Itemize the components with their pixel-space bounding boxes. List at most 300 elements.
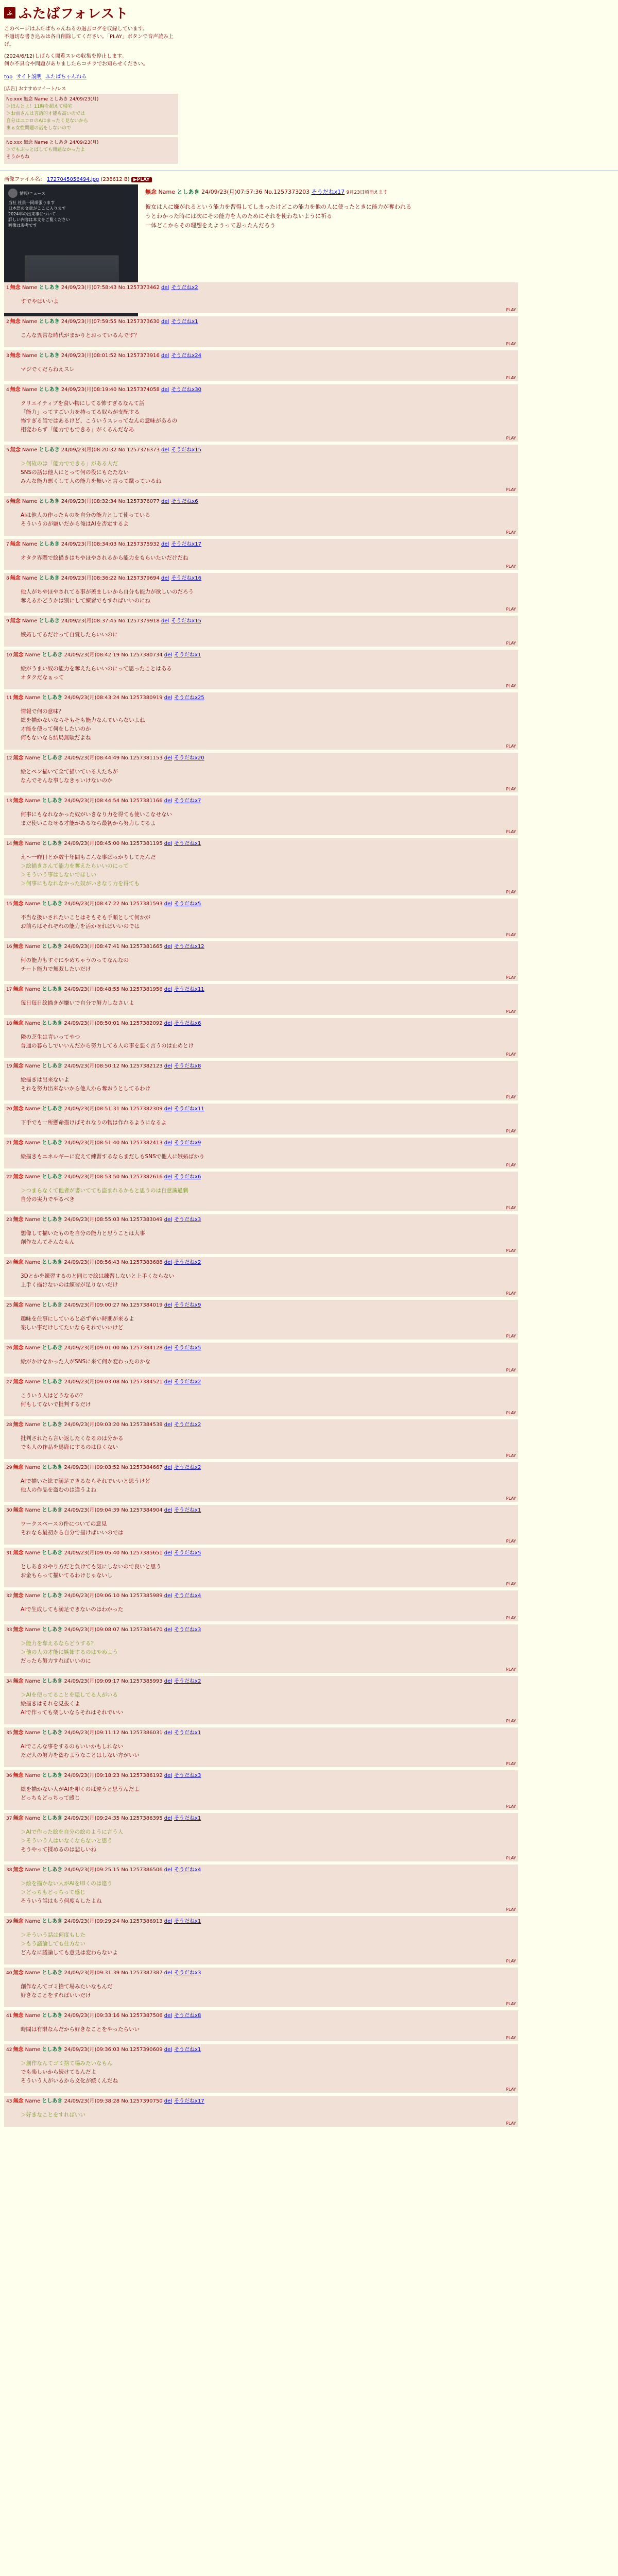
reply-play-button[interactable]: PLAY <box>506 1248 516 1253</box>
reply-meta: 34 無念 Name としあき 24/09/23(月)09:09:17 No.1257385993 del そうだねx2 <box>6 1679 201 1684</box>
reply-name: としあき <box>42 901 63 907</box>
sodane-button[interactable]: そうだねx1 <box>174 652 201 658</box>
sodane-button[interactable]: そうだねx6 <box>174 1021 201 1026</box>
reply-number[interactable]: No.1257382413 <box>121 1140 163 1146</box>
delete-link[interactable]: del <box>164 1627 173 1633</box>
reply-datetime: 24/09/23(月)09:09:17 <box>64 1679 120 1684</box>
reply-body <box>6 1113 516 1134</box>
reply-number[interactable]: No.1257385993 <box>121 1679 163 1684</box>
reply-number[interactable]: No.1257382616 <box>121 1174 163 1180</box>
reply-subject: 無念 <box>13 652 24 658</box>
reply-play-button[interactable]: PLAY <box>506 1667 516 1672</box>
pinned-post-header: No.xxx 無念 Name としあき 24/09/23(月) <box>6 97 99 102</box>
reply-datetime: 24/09/23(月)09:05:40 <box>64 1550 120 1556</box>
sodane-button[interactable]: そうだねx1 <box>174 1919 201 1924</box>
reply-number[interactable]: No.1257382309 <box>121 1106 163 1112</box>
reply-play-button[interactable]: PLAY <box>506 342 516 346</box>
reply-line: 創作なんてそんなもん <box>21 1239 75 1245</box>
reply-line: ＞何事にもなれなかった奴がいきなり力を得ても <box>21 880 140 887</box>
reply-datetime: 24/09/23(月)09:24:35 <box>64 1816 120 1821</box>
reply-play-button[interactable]: PLAY <box>506 1761 516 1766</box>
reply-play-button[interactable]: PLAY <box>506 641 516 646</box>
sodane-button[interactable]: そうだねx3 <box>174 1773 201 1778</box>
thumbnail-text: 画像は参考です <box>8 223 37 228</box>
reply-subject: 無念 <box>13 944 24 950</box>
reply-number[interactable]: No.1257387506 <box>121 2013 163 2019</box>
reply-play-button[interactable]: PLAY <box>506 684 516 688</box>
reply-subject: 無念 <box>13 1021 24 1026</box>
delete-link[interactable]: del <box>161 499 169 504</box>
reply-datetime: 24/09/23(月)07:58:43 <box>61 285 117 291</box>
reply-line: 上手く描けないのは練習が足りないだけ <box>21 1282 118 1288</box>
delete-link[interactable]: del <box>164 1140 173 1146</box>
reply-number[interactable]: No.1257379918 <box>118 618 160 624</box>
reply-play-button[interactable]: PLAY <box>506 1129 516 1133</box>
link-about[interactable]: サイト説明 <box>16 74 42 80</box>
reply-datetime: 24/09/23(月)09:38:28 <box>64 2098 120 2104</box>
reply-subject: 無念 <box>13 1465 24 1470</box>
reply-play-button[interactable]: PLAY <box>506 1095 516 1099</box>
reply-line: SNSの話は他人にとって何の役にもたたない <box>21 469 129 476</box>
reply-number[interactable]: No.1257382123 <box>121 1063 163 1069</box>
reply-number[interactable]: No.1257373630 <box>118 319 160 325</box>
reply-number[interactable]: No.1257380919 <box>121 695 163 701</box>
site-title[interactable]: ふたばフォレスト <box>19 6 129 22</box>
delete-link[interactable]: del <box>164 1174 173 1180</box>
sodane-button[interactable]: そうだねx2 <box>174 1465 201 1470</box>
sodane-button[interactable]: そうだねx17 <box>171 541 201 547</box>
reply-datetime: 24/09/23(月)08:44:54 <box>64 798 120 804</box>
sodane-button[interactable]: そうだねx15 <box>171 447 201 453</box>
reply-datetime: 24/09/23(月)08:50:12 <box>64 1063 120 1069</box>
sodane-button[interactable]: そうだねx2 <box>174 1679 201 1684</box>
reply-index: 38 <box>6 1868 12 1873</box>
reply-datetime: 24/09/23(月)09:04:39 <box>64 1507 120 1513</box>
delete-link[interactable]: del <box>164 1021 173 1026</box>
delete-link[interactable]: del <box>161 353 169 359</box>
reply-line: ＞何故のは「能力でできる」がある人だ <box>21 461 118 467</box>
reply-index: 3 <box>6 353 9 359</box>
reply-number[interactable]: No.1257381153 <box>121 755 163 761</box>
sodane-button[interactable]: そうだねx9 <box>174 1302 201 1308</box>
reply-meta: 17 無念 Name としあき 24/09/23(月)08:48:55 No.1257381956 del そうだねx11 <box>6 987 204 992</box>
reply-number[interactable]: No.1257385989 <box>121 1593 163 1599</box>
reply-subject: 無念 <box>13 1773 24 1778</box>
reply-name: としあき <box>39 618 60 624</box>
reply-line: 自分の実力でやるべき <box>21 1196 75 1202</box>
reply-play-button[interactable]: PLAY <box>506 487 516 492</box>
sodane-button[interactable]: そうだねx20 <box>174 755 204 761</box>
reply-datetime: 24/09/23(月)08:37:45 <box>61 618 117 624</box>
sodane-button[interactable]: そうだねx6 <box>171 499 198 504</box>
reply-post <box>4 616 518 647</box>
reply-number[interactable]: No.1257385651 <box>121 1550 163 1556</box>
reply-index: 23 <box>6 1217 12 1223</box>
pinned-label: [広告] おすすめツイート/レス <box>4 87 66 92</box>
sodane-button[interactable]: そうだねx9 <box>174 1140 201 1146</box>
reply-line: 想像して描いたものを自分の能力と思うことは大事 <box>21 1230 145 1236</box>
play-button[interactable]: ▶PLAY <box>131 177 152 182</box>
reply-number[interactable]: No.1257382092 <box>121 1021 163 1026</box>
delete-link[interactable]: del <box>164 1217 173 1223</box>
pinned-post-line: そうかもね <box>6 155 30 160</box>
reply-number[interactable]: No.1257373916 <box>118 353 160 359</box>
reply-play-button[interactable]: PLAY <box>506 829 516 834</box>
reply-name: としあき <box>39 575 60 581</box>
sodane-button[interactable]: そうだねx11 <box>174 1106 204 1112</box>
reply-play-button[interactable]: PLAY <box>506 2002 516 2006</box>
sodane-button[interactable]: そうだねx4 <box>174 1867 201 1873</box>
delete-link[interactable]: del <box>164 1550 173 1556</box>
reply-line: ＞そういう話は何度もした <box>21 1932 85 1938</box>
reply-index: 19 <box>6 1064 12 1069</box>
reply-line: 趣味を仕事にしていると必ず辛い時期が来るよ <box>21 1316 134 1322</box>
reply-number[interactable]: No.1257380734 <box>121 652 163 658</box>
reply-index: 41 <box>6 2013 12 2019</box>
reply-play-button[interactable]: PLAY <box>506 1804 516 1809</box>
reply-body <box>6 1386 516 1416</box>
reply-number[interactable]: No.1257381956 <box>121 987 163 992</box>
reply-datetime: 24/09/23(月)09:03:08 <box>64 1379 120 1385</box>
sodane-button[interactable]: そうだねx3 <box>174 1627 201 1633</box>
delete-link[interactable]: del <box>164 695 173 701</box>
sodane-button[interactable]: そうだねx12 <box>174 944 204 950</box>
reply-line: 才能を使って何をしたいのか <box>21 726 91 732</box>
sodane-button[interactable]: そうだねx1 <box>174 1816 201 1821</box>
reply-post <box>4 984 518 1015</box>
reply-name: としあき <box>42 1021 63 1026</box>
op-number[interactable]: No.1257373203 <box>264 189 310 195</box>
sodane-button[interactable]: そうだねx5 <box>174 1550 201 1556</box>
reply-play-button[interactable]: PLAY <box>506 1453 516 1458</box>
delete-link[interactable]: del <box>164 1422 173 1428</box>
reply-meta: 36 無念 Name としあき 24/09/23(月)09:18:23 No.1257386192 del そうだねx3 <box>6 1773 201 1778</box>
reply-line: 何の能力もすぐにやめちゃうのってなんなの <box>21 957 129 963</box>
reply-play-button[interactable]: PLAY <box>506 933 516 937</box>
reply-play-button[interactable]: PLAY <box>506 436 516 440</box>
reply-number[interactable]: No.1257386192 <box>121 1773 163 1778</box>
op-file-link[interactable]: 1727045056494.jpg <box>47 177 99 182</box>
sodane-button[interactable]: そうだねx1 <box>174 2047 201 2053</box>
reply-name: としあき <box>39 541 60 547</box>
delete-link[interactable]: del <box>164 1679 173 1684</box>
reply-line: 奪えるかどうかは別にして練習でもすればいいのにね <box>21 598 150 604</box>
reply-body <box>6 1557 516 1587</box>
delete-link[interactable]: del <box>164 755 173 761</box>
reply-play-button[interactable]: PLAY <box>506 1411 516 1415</box>
reply-play-button[interactable]: PLAY <box>506 1009 516 1014</box>
delete-link[interactable]: del <box>164 2013 173 2019</box>
reply-line: チート能力で無双したいだけ <box>21 966 91 972</box>
reply-number[interactable]: No.1257384521 <box>121 1379 163 1385</box>
reply-play-button[interactable]: PLAY <box>506 376 516 380</box>
reply-number[interactable]: No.1257383049 <box>121 1217 163 1223</box>
reply-index: 2 <box>6 319 9 325</box>
reply-number[interactable]: No.1257376373 <box>118 447 160 453</box>
reply-number[interactable]: No.1257376077 <box>118 499 160 504</box>
sodane-button[interactable]: そうだねx3 <box>174 1217 201 1223</box>
reply-post <box>4 692 518 750</box>
reply-play-button[interactable]: PLAY <box>506 1163 516 1167</box>
reply-post <box>4 384 518 442</box>
delete-link[interactable]: del <box>164 987 173 992</box>
reply-play-button[interactable]: PLAY <box>506 787 516 791</box>
reply-line: 怖すぎる話ではあるけど、こういうスレってなんの意味があるの <box>21 418 178 424</box>
sodane-button[interactable]: そうだねx8 <box>174 1063 201 1069</box>
reply-number[interactable]: No.1257390750 <box>121 2098 163 2104</box>
sodane-button[interactable]: そうだねx2 <box>174 1260 201 1265</box>
delete-link[interactable]: del <box>164 1379 173 1385</box>
reply-play-button[interactable]: PLAY <box>506 890 516 894</box>
reply-play-button[interactable]: PLAY <box>506 1616 516 1620</box>
reply-subject: 無念 <box>13 2098 24 2104</box>
pinned-post-line: ＞でもぶっとばしても問題なかったよ <box>6 147 85 152</box>
sodane-button[interactable]: そうだねx2 <box>174 1379 201 1385</box>
sodane-button[interactable]: そうだねx25 <box>174 695 204 701</box>
reply-line: こういう人はどうなるの？ <box>21 1393 85 1399</box>
sodane-button[interactable]: そうだねx5 <box>174 901 201 907</box>
reply-subject: 無念 <box>10 575 21 581</box>
sodane-button[interactable]: そうだねx1 <box>174 1507 201 1513</box>
reply-name: としあき <box>42 2098 63 2104</box>
reply-meta: 30 無念 Name としあき 24/09/23(月)09:04:39 No.1257384904 del そうだねx1 <box>6 1507 201 1513</box>
op-name: としあき <box>177 189 200 195</box>
delete-link[interactable]: del <box>164 652 173 658</box>
reply-number[interactable]: No.1257384667 <box>121 1465 163 1470</box>
reply-line: すでやはいいよ <box>21 298 59 304</box>
delete-link[interactable]: del <box>164 1919 173 1924</box>
reply-number[interactable]: No.1257390609 <box>121 2047 163 2053</box>
delete-link[interactable]: del <box>161 575 169 581</box>
delete-link[interactable]: del <box>164 1106 173 1112</box>
delete-link[interactable]: del <box>161 618 169 624</box>
delete-link[interactable]: del <box>164 1867 173 1873</box>
sodane-button[interactable]: そうだねx16 <box>171 575 201 581</box>
sodane-button[interactable]: そうだねx2 <box>174 1422 201 1428</box>
reply-play-button[interactable]: PLAY <box>506 530 516 535</box>
reply-meta: 42 無念 Name としあき 24/09/23(月)09:36:03 No.1257390609 del そうだねx1 <box>6 2047 201 2053</box>
reply-play-button[interactable]: PLAY <box>506 1206 516 1210</box>
reply-name: としあき <box>42 1345 63 1351</box>
reply-post <box>4 1419 518 1459</box>
reply-play-button[interactable]: PLAY <box>506 2087 516 2092</box>
reply-line: 相変わらず「能力でもできる」がくるんだなあ <box>21 427 134 433</box>
reply-play-button[interactable]: PLAY <box>506 1496 516 1501</box>
reply-post <box>4 795 518 835</box>
reply-post <box>4 1300 518 1340</box>
delete-link[interactable]: del <box>164 901 173 907</box>
reply-name: としあき <box>42 841 63 846</box>
delete-link[interactable]: del <box>161 387 169 393</box>
reply-meta: 11 無念 Name としあき 24/09/23(月)08:43:24 No.1257380919 del そうだねx25 <box>6 695 204 701</box>
delete-link[interactable]: del <box>164 1063 173 1069</box>
reply-index: 37 <box>6 1816 12 1821</box>
delete-link[interactable]: del <box>164 944 173 950</box>
reply-play-button[interactable]: PLAY <box>506 1856 516 1860</box>
reply-body <box>6 360 516 381</box>
reply-line: そういうのが嫌いだから俺はAIを否定するよ <box>21 521 129 527</box>
reply-play-button[interactable]: PLAY <box>506 607 516 612</box>
sodane-button[interactable]: そうだねx2 <box>171 285 198 291</box>
reply-line: え～一昨日とか数十年間もこんな事ばっかりしてたんだ <box>21 854 156 860</box>
reply-play-button[interactable]: PLAY <box>506 2121 516 2126</box>
reply-number[interactable]: No.1257385470 <box>121 1627 163 1633</box>
sodane-button[interactable]: そうだねx17 <box>174 2098 204 2104</box>
reply-line: ワークスペースの件についての意見 <box>21 1521 107 1527</box>
link-top[interactable]: top <box>4 74 13 80</box>
delete-link[interactable]: del <box>164 1773 173 1778</box>
delete-link[interactable]: del <box>164 1593 173 1599</box>
reply-play-button[interactable]: PLAY <box>506 1052 516 1057</box>
sodane-button[interactable]: そうだねx4 <box>174 1593 201 1599</box>
delete-link[interactable]: del <box>164 1260 173 1265</box>
reply-line: 絵とペン描いて全て描いている人たちが <box>21 769 118 775</box>
reply-number[interactable]: No.1257384904 <box>121 1507 163 1513</box>
reply-number[interactable]: No.1257379694 <box>118 575 160 581</box>
sodane-button[interactable]: そうだねx8 <box>174 2013 201 2019</box>
reply-number[interactable]: No.1257386913 <box>121 1919 163 1924</box>
reply-play-button[interactable]: PLAY <box>506 1539 516 1544</box>
delete-link[interactable]: del <box>164 1730 173 1736</box>
reply-post <box>4 650 518 689</box>
sodane-button[interactable]: そうだねx1 <box>174 841 201 846</box>
delete-link[interactable]: del <box>164 2098 173 2104</box>
reply-subject: 無念 <box>13 1140 24 1146</box>
reply-play-button[interactable]: PLAY <box>506 1334 516 1338</box>
reply-post <box>4 1138 518 1168</box>
reply-number[interactable]: No.1257384019 <box>121 1302 163 1308</box>
delete-link[interactable]: del <box>164 1345 173 1351</box>
delete-link[interactable]: del <box>164 1970 173 1976</box>
reply-line: AIで生成しても満足できないのはわかった <box>21 1606 124 1613</box>
delete-link[interactable]: del <box>161 285 169 291</box>
reply-play-button[interactable]: PLAY <box>506 2036 516 2040</box>
reply-subject: 無念 <box>13 1550 24 1556</box>
delete-link[interactable]: del <box>164 798 173 804</box>
reply-play-button[interactable]: PLAY <box>506 1291 516 1296</box>
reply-number[interactable]: No.1257381665 <box>121 944 163 950</box>
sodane-button[interactable]: そうだねx1 <box>171 319 198 325</box>
reply-number[interactable]: No.1257386395 <box>121 1816 163 1821</box>
reply-meta: 28 無念 Name としあき 24/09/23(月)09:03:20 No.1257384538 del そうだねx2 <box>6 1422 201 1428</box>
reply-index: 1 <box>6 285 9 291</box>
reply-datetime: 24/09/23(月)07:59:55 <box>61 319 117 325</box>
link-futaba[interactable]: ふたばちゃんねる <box>45 74 87 80</box>
reply-meta: 22 無念 Name としあき 24/09/23(月)08:53:50 No.1257382616 del そうだねx6 <box>6 1174 201 1180</box>
sodane-button[interactable]: そうだねx30 <box>171 387 201 393</box>
reply-number[interactable]: No.1257387387 <box>121 1970 163 1976</box>
pinned-post-line: ＞お前さんは言語的才能も高いのでは <box>6 111 85 116</box>
reply-index: 40 <box>6 1971 12 1976</box>
reply-index: 27 <box>6 1380 12 1385</box>
reply-subject: 無念 <box>13 901 24 907</box>
reply-body <box>6 659 516 689</box>
reply-body <box>6 625 516 647</box>
delete-link[interactable]: del <box>161 319 169 325</box>
reply-play-button[interactable]: PLAY <box>506 1582 516 1586</box>
sodane-button[interactable]: そうだねx5 <box>174 1345 201 1351</box>
sodane-button[interactable]: そうだねx6 <box>174 1174 201 1180</box>
reply-play-button[interactable]: PLAY <box>506 1907 516 1912</box>
reply-number[interactable]: No.1257374058 <box>118 387 160 393</box>
reply-play-button[interactable]: PLAY <box>506 975 516 980</box>
reply-play-button[interactable]: PLAY <box>506 1719 516 1723</box>
reply-subject: 無念 <box>13 1345 24 1351</box>
op-sodane-button[interactable]: そうだねx17 <box>311 189 345 195</box>
delete-link[interactable]: del <box>164 841 173 846</box>
reply-number[interactable]: No.1257381195 <box>121 841 163 846</box>
reply-index: 21 <box>6 1141 12 1146</box>
sodane-button[interactable]: そうだねx15 <box>171 618 201 624</box>
reply-play-button[interactable]: PLAY <box>506 308 516 312</box>
reply-datetime: 24/09/23(月)09:00:27 <box>64 1302 120 1308</box>
delete-link[interactable]: del <box>164 1507 173 1513</box>
sodane-button[interactable]: そうだねx11 <box>174 987 204 992</box>
reply-play-button[interactable]: PLAY <box>506 1368 516 1372</box>
reply-subject: 無念 <box>13 1730 24 1736</box>
reply-line: ＞つまらなくて他者が書いてても盗まれるかもと思うのは自意識過剰 <box>21 1188 188 1194</box>
reply-name: としあき <box>42 1140 63 1146</box>
reply-play-button[interactable]: PLAY <box>506 564 516 569</box>
reply-play-button[interactable]: PLAY <box>506 744 516 749</box>
sodane-button[interactable]: そうだねx3 <box>174 1970 201 1976</box>
sodane-button[interactable]: そうだねx1 <box>174 1730 201 1736</box>
reply-number[interactable]: No.1257383688 <box>121 1260 163 1265</box>
reply-number[interactable]: No.1257386031 <box>121 1730 163 1736</box>
reply-play-button[interactable]: PLAY <box>506 1959 516 1963</box>
site-logo-icon[interactable]: ふ <box>4 7 15 19</box>
reply-meta: 13 無念 Name としあき 24/09/23(月)08:44:54 No.1257381166 del そうだねx7 <box>6 798 201 804</box>
reply-index: 35 <box>6 1731 12 1736</box>
delete-link[interactable]: del <box>164 1465 173 1470</box>
reply-subject: 無念 <box>10 447 21 453</box>
reply-datetime: 24/09/23(月)08:47:22 <box>64 901 120 907</box>
reply-subject: 無念 <box>10 387 21 393</box>
reply-number[interactable]: No.1257384538 <box>121 1422 163 1428</box>
reply-line: 他人の作品を盗むのは違うよね <box>21 1487 96 1493</box>
site-links <box>4 72 614 80</box>
sodane-button[interactable]: そうだねx24 <box>171 353 201 359</box>
reply-line: としあきのやり方だと負けても気にしないので良いと思う <box>21 1564 161 1570</box>
reply-meta: 8 無念 Name としあき 24/09/23(月)08:36:22 No.1257379694 del そうだねx16 <box>6 575 201 581</box>
reply-number[interactable]: No.1257381166 <box>121 798 163 804</box>
reply-body <box>6 1515 516 1545</box>
delete-link[interactable]: del <box>161 447 169 453</box>
reply-line: ＞もう議論しても仕方ない <box>21 1941 85 1947</box>
reply-datetime: 24/09/23(月)08:43:24 <box>64 695 120 701</box>
delete-link[interactable]: del <box>164 1302 173 1308</box>
reply-number[interactable]: No.1257384128 <box>121 1345 163 1351</box>
reply-subject: 無念 <box>13 755 24 761</box>
sodane-button[interactable]: そうだねx7 <box>174 798 201 804</box>
reply-datetime: 24/09/23(月)08:34:03 <box>61 541 117 547</box>
reply-number[interactable]: No.1257373462 <box>118 285 160 291</box>
delete-link[interactable]: del <box>164 2047 173 2053</box>
delete-link[interactable]: del <box>161 541 169 547</box>
reply-subject: 無念 <box>13 1919 24 1924</box>
reply-subject: 無念 <box>10 618 21 624</box>
delete-link[interactable]: del <box>164 1816 173 1821</box>
reply-line: 何もないなら結局無駄だよね <box>21 735 91 741</box>
reply-number[interactable]: No.1257381593 <box>121 901 163 907</box>
reply-body <box>6 1429 516 1459</box>
reply-body <box>6 1028 516 1058</box>
reply-number[interactable]: No.1257375932 <box>118 541 160 547</box>
pinned-post-line: まぁ女性問題の話をしないので <box>6 126 72 131</box>
reply-line: 毎日毎日絵描きが嫌いで自分で努力しなさいよ <box>21 1000 134 1006</box>
reply-number[interactable]: No.1257386506 <box>121 1867 163 1873</box>
reply-line: 不当な扱いされたいことはそもそも手順として何かが <box>21 914 150 921</box>
